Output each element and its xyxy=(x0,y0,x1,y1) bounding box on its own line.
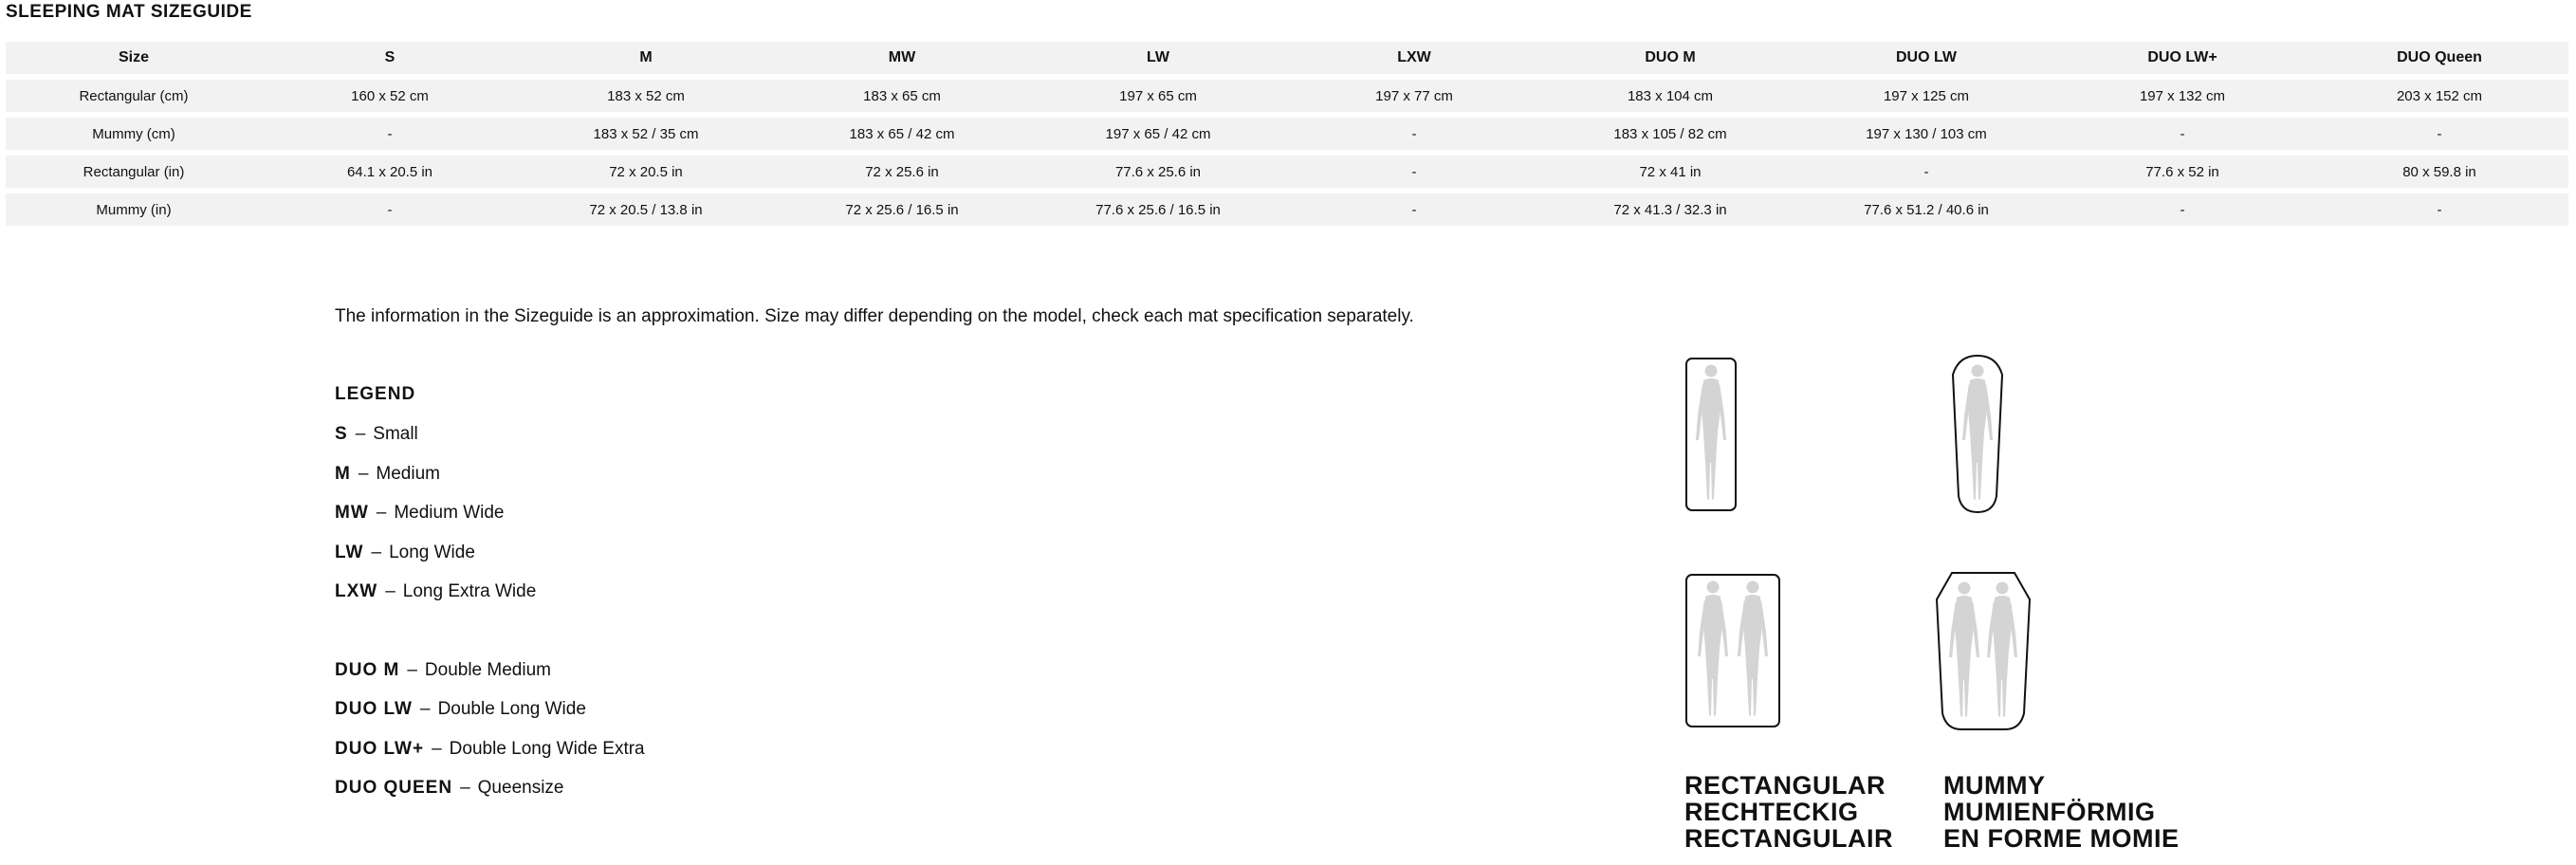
legend-code: LXW xyxy=(335,581,378,601)
table-cell: 197 x 125 cm xyxy=(1798,80,2054,112)
legend-item-duo-m xyxy=(335,660,551,681)
table-cell: 197 x 132 cm xyxy=(2054,80,2310,112)
legend-separator: – xyxy=(460,778,470,798)
table-cell: 197 x 65 / 42 cm xyxy=(1030,118,1286,150)
legend-item-duo-queen xyxy=(335,778,564,799)
legend-desc: Double Long Wide Extra xyxy=(449,739,645,759)
legend-desc: Medium Wide xyxy=(394,503,505,523)
table-cell: - xyxy=(262,118,518,150)
legend-item-duo-lw-plus xyxy=(335,739,645,760)
table-cell: - xyxy=(2310,193,2568,226)
table-cell: - xyxy=(262,193,518,226)
table-row xyxy=(6,156,2568,188)
legend-code: DUO M xyxy=(335,660,400,680)
legend-code: DUO LW+ xyxy=(335,739,425,759)
mummy-shape-label xyxy=(1943,772,2180,852)
legend-separator: – xyxy=(407,660,417,680)
rectangular-shape-label xyxy=(1684,772,1893,852)
table-cell: 197 x 130 / 103 cm xyxy=(1798,118,2054,150)
rectangular-label-en: RECTANGULAR xyxy=(1684,771,1886,800)
legend-desc: Long Extra Wide xyxy=(402,581,537,601)
size-table xyxy=(6,36,2568,231)
table-cell: 203 x 152 cm xyxy=(2310,80,2568,112)
table-cell: 183 x 65 cm xyxy=(774,80,1030,112)
table-cell: 72 x 20.5 in xyxy=(518,156,774,188)
header-cell: MW xyxy=(774,42,1030,74)
table-cell: - xyxy=(1798,156,2054,188)
table-cell: 80 x 59.8 in xyxy=(2310,156,2568,188)
legend-code: M xyxy=(335,464,351,484)
table-row xyxy=(6,80,2568,112)
table-cell: 64.1 x 20.5 in xyxy=(262,156,518,188)
legend-code: MW xyxy=(335,503,369,523)
table-cell: 77.6 x 51.2 / 40.6 in xyxy=(1798,193,2054,226)
legend-code: LW xyxy=(335,543,364,562)
duo-mummy-mat-illustration xyxy=(1935,571,2032,732)
header-cell: LW xyxy=(1030,42,1286,74)
table-cell: - xyxy=(1286,118,1542,150)
legend-item-m xyxy=(335,464,440,485)
disclaimer-note: The information in the Sizeguide is an approximation. Size may differ depending on the model, check each mat specification separately. xyxy=(335,306,1414,326)
legend-desc: Double Long Wide xyxy=(437,699,586,719)
table-cell: - xyxy=(2310,118,2568,150)
table-cell: 183 x 52 / 35 cm xyxy=(518,118,774,150)
table-cell: - xyxy=(2054,193,2310,226)
legend-item-lxw xyxy=(335,581,536,602)
table-cell: 77.6 x 25.6 in xyxy=(1030,156,1286,188)
header-cell: Size xyxy=(6,42,262,74)
legend-desc: Queensize xyxy=(477,778,564,798)
mummy-label-fr: EN FORME MOMIE xyxy=(1943,824,2180,853)
table-cell: 72 x 41.3 / 32.3 in xyxy=(1542,193,1798,226)
legend-title: LEGEND xyxy=(335,384,416,404)
rectangular-label-nl: RECTANGULAIR xyxy=(1684,824,1893,853)
table-cell: - xyxy=(2054,118,2310,150)
single-mummy-mat-illustration xyxy=(1950,354,2005,515)
single-rectangular-mat-illustration xyxy=(1684,357,1738,512)
rectangular-label-de: RECHTECKIG xyxy=(1684,798,1859,826)
table-cell: 183 x 65 / 42 cm xyxy=(774,118,1030,150)
header-cell: DUO Queen xyxy=(2310,42,2568,74)
table-cell: 197 x 65 cm xyxy=(1030,80,1286,112)
legend-desc: Long Wide xyxy=(389,543,475,562)
legend-separator: – xyxy=(358,464,369,484)
legend-separator: – xyxy=(385,581,396,601)
legend-code: DUO QUEEN xyxy=(335,778,453,798)
table-cell: 77.6 x 52 in xyxy=(2054,156,2310,188)
page-title: SLEEPING MAT SIZEGUIDE xyxy=(6,2,252,22)
header-cell: DUO LW xyxy=(1798,42,2054,74)
legend-item-s xyxy=(335,424,418,445)
row-label-cell: Mummy (cm) xyxy=(6,118,262,150)
legend-code: S xyxy=(335,424,348,444)
legend-separator: – xyxy=(420,699,431,719)
header-cell: S xyxy=(262,42,518,74)
legend-separator: – xyxy=(371,543,382,562)
legend-code: DUO LW xyxy=(335,699,413,719)
header-cell: DUO M xyxy=(1542,42,1798,74)
table-cell: 183 x 105 / 82 cm xyxy=(1542,118,1798,150)
legend-item-lw xyxy=(335,543,475,563)
table-cell: 72 x 25.6 in xyxy=(774,156,1030,188)
table-cell: 77.6 x 25.6 / 16.5 in xyxy=(1030,193,1286,226)
table-cell: 72 x 20.5 / 13.8 in xyxy=(518,193,774,226)
row-label-cell: Rectangular (cm) xyxy=(6,80,262,112)
duo-rectangular-mat-illustration xyxy=(1684,573,1781,728)
legend-item-duo-lw xyxy=(335,699,586,720)
header-cell: M xyxy=(518,42,774,74)
legend-item-mw xyxy=(335,503,505,524)
table-cell: 72 x 25.6 / 16.5 in xyxy=(774,193,1030,226)
table-row xyxy=(6,118,2568,150)
row-label-cell: Rectangular (in) xyxy=(6,156,262,188)
table-cell: - xyxy=(1286,193,1542,226)
legend-separator: – xyxy=(432,739,442,759)
table-cell: 72 x 41 in xyxy=(1542,156,1798,188)
header-cell: DUO LW+ xyxy=(2054,42,2310,74)
table-cell: 197 x 77 cm xyxy=(1286,80,1542,112)
legend-desc: Small xyxy=(373,424,418,444)
table-row xyxy=(6,193,2568,226)
legend-separator: – xyxy=(376,503,387,523)
table-cell: - xyxy=(1286,156,1542,188)
legend-desc: Medium xyxy=(376,464,440,484)
row-label-cell: Mummy (in) xyxy=(6,193,262,226)
header-cell: LXW xyxy=(1286,42,1542,74)
table-cell: 183 x 52 cm xyxy=(518,80,774,112)
mummy-label-de: MUMIENFÖRMIG xyxy=(1943,798,2156,826)
table-header-row xyxy=(6,42,2568,74)
table-cell: 183 x 104 cm xyxy=(1542,80,1798,112)
mummy-label-en: MUMMY xyxy=(1943,771,2046,800)
legend-separator: – xyxy=(355,424,366,444)
legend-desc: Double Medium xyxy=(424,660,551,680)
table-cell: 160 x 52 cm xyxy=(262,80,518,112)
